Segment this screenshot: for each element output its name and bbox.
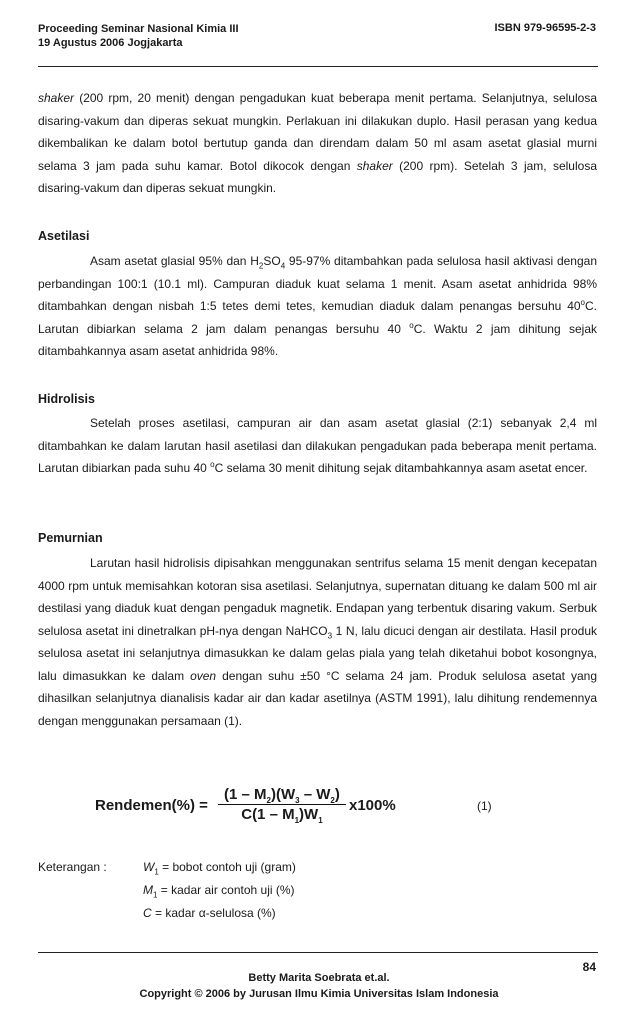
text: 1 N, lalu dicuci dengan air destilata. Hasil produk selulosa asetat ini selanjutnya dimasukkan ke dalam gelas piala yang telah diketahui bobot kosongnya, lalu dimasukkan ke dalam xyxy=(38,623,597,683)
equation-numerator xyxy=(218,786,346,803)
running-header xyxy=(38,22,239,50)
text: C selama 30 menit dihitung sejak ditambahkannya asam asetat encer. xyxy=(214,461,588,475)
subscript: 3 xyxy=(295,796,300,805)
symbol: C xyxy=(143,906,152,920)
subscript: 1 xyxy=(318,816,323,825)
equation-rhs: x100% xyxy=(349,797,396,814)
text: Asam asetat glasial 95% dan H xyxy=(90,254,259,268)
footer-copyright: Copyright © 2006 by Jurusan Ilmu Kimia Universitas Islam Indonesia xyxy=(139,988,499,1000)
seminar-date: 19 Agustus 2006 Jogjakarta xyxy=(38,37,183,49)
text: ) xyxy=(334,786,340,803)
text: C(1 – M xyxy=(241,806,295,823)
subscript: 4 xyxy=(280,261,286,271)
text: = bobot contoh uji (gram) xyxy=(158,860,296,874)
oven-term: oven xyxy=(190,668,217,683)
text: – W xyxy=(299,786,331,803)
text: = kadar air contoh uji (%) xyxy=(157,883,295,897)
section-heading-asetilasi: Asetilasi xyxy=(38,229,90,243)
intro-text-1: (200 rpm, 20 menit) dengan pengadukan kuat beberapa menit pertama. Selanjutnya, selulosa disaring-vakum dan diperas sekuat mungkin. Perlakuan ini dilakukan duplo. Hasil perasan yang kedua dikembalikan ke dalam botol bertutup ganda dan direndam dalam 50 ml asam asetat glasial murni selama 3 jam pada suhu kamar. Botol dikocok dengan xyxy=(38,91,597,173)
equation-number: (1) xyxy=(477,799,492,813)
text: )W xyxy=(299,806,319,823)
subscript: 2 xyxy=(330,796,335,805)
section-heading-hidrolisis: Hidrolisis xyxy=(38,392,95,406)
superscript: o xyxy=(580,298,585,307)
isbn: ISBN 979-96595-2-3 xyxy=(494,22,596,34)
subscript: 1 xyxy=(154,867,159,877)
subscript: 1 xyxy=(294,816,300,825)
symbol: M xyxy=(143,883,153,897)
asetilasi-paragraph xyxy=(38,250,597,363)
text: 95-97% ditambahkan pada selulosa hasil aktivasi dengan perbandingan 100:1 (10.1 ml). Campuran diaduk kuat selama 1 menit. Asam asetat anhidrida 98% ditambahkan dengan nisbah 1:5 tetes demi tetes, kemudian diaduk dalam penangas bersuhu 40 xyxy=(38,254,597,313)
keterangan-item xyxy=(143,902,276,925)
pemurnian-paragraph xyxy=(38,552,597,732)
keterangan-label: Keterangan : xyxy=(38,860,107,874)
header-rule xyxy=(38,66,598,67)
fraction-bar xyxy=(218,804,346,805)
text: C. Waktu 2 jam dihitung sejak ditambahkannya asam asetat anhidrida 98%. xyxy=(38,321,597,358)
text: Larutan hasil hidrolisis dipisahkan menggunakan sentrifus selama 15 menit dengan kecepatan 4000 rpm untuk memisahkan kotoran sisa asetilasi. Selanjutnya, supernatan dituang ke dalam 500 ml air destilasi yang diaduk kuat dengan pengaduk magnetik. Endapan yang terbentuk disaring vakum. Serbuk selulosa asetat ini dinetralkan pH-nya dengan NaHCO xyxy=(38,556,597,638)
text: (1 – M xyxy=(224,786,267,803)
equation-lhs: Rendemen(%) = xyxy=(95,797,208,814)
equation-fraction xyxy=(218,786,346,823)
text: dengan suhu ±50 °C selama 24 jam. Produk selulosa asetat yang dihasilkan selanjutnya dianalisis kadar air dan kadar asetilnya (ASTM 1991), lalu dihitung rendemennya dengan menggunakan persamaan (1). xyxy=(38,668,597,728)
intro-paragraph xyxy=(38,87,597,200)
text: = kadar α-selulosa (%) xyxy=(151,906,276,920)
section-heading-pemurnian: Pemurnian xyxy=(38,531,103,545)
symbol: W xyxy=(143,860,155,874)
keterangan-item xyxy=(143,856,296,879)
subscript: 2 xyxy=(258,261,264,271)
subscript: 3 xyxy=(327,630,333,640)
superscript: o xyxy=(210,460,215,469)
equation-denominator xyxy=(218,806,346,823)
intro-text-2: (200 rpm). Setelah 3 jam, selulosa disaring-vakum dan diperas sekuat mungkin. xyxy=(38,158,597,195)
text: C. Larutan dibiarkan selama 2 jam dalam penangas bersuhu 40 xyxy=(38,299,597,336)
keterangan-item xyxy=(143,879,295,902)
text: Setelah proses asetilasi, campuran air dan asam asetat glasial (2:1) sebanyak 2,4 ml ditambahkan ke dalam larutan hasil asetilasi dan dilakukan pengadukan pada beberapa menit pertama. Larutan dibiarkan pada suhu 40 xyxy=(38,416,597,475)
subscript: 2 xyxy=(266,796,271,805)
shaker-term: shaker xyxy=(356,158,393,173)
page-number: 84 xyxy=(582,960,596,974)
text: )(W xyxy=(270,786,296,803)
superscript: o xyxy=(409,320,414,330)
footer-author: Betty Marita Soebrata et.al. xyxy=(248,972,390,984)
text: SO xyxy=(263,254,281,268)
shaker-term: shaker xyxy=(38,91,75,105)
footer-rule xyxy=(38,952,598,953)
hidrolisis-paragraph xyxy=(38,412,597,480)
proceeding-title: Proceeding Seminar Nasional Kimia III xyxy=(38,23,239,35)
subscript: 1 xyxy=(153,890,158,900)
